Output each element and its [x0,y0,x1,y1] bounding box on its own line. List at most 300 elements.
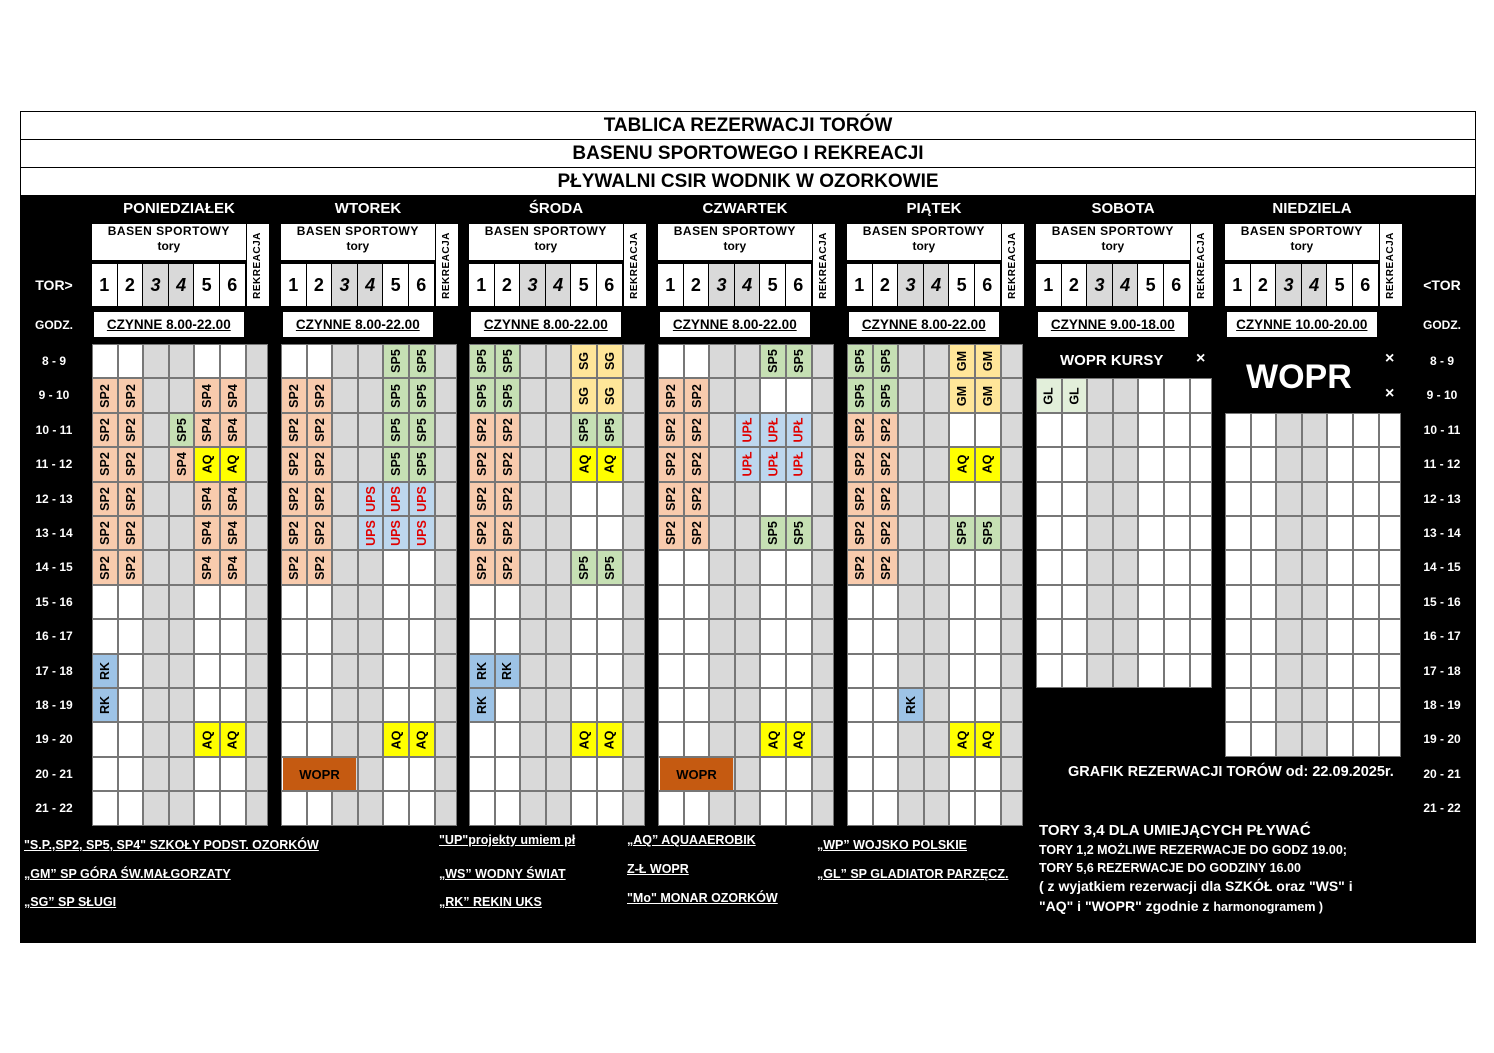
lane-cell [571,516,597,550]
lane-cell [383,757,409,791]
lane-cell [332,688,358,722]
lane-cell [383,654,409,688]
lane-cell [623,619,645,653]
lane-cell [658,654,684,688]
lane-cell [1251,722,1277,756]
lane-cell [924,791,950,825]
lane-cell [520,482,546,516]
reservation-code: SP2 [123,383,138,408]
lane-cell [92,757,118,791]
reservation-code: SP2 [689,383,704,408]
lane-number: 1 [92,264,117,306]
lane-cell [949,482,975,516]
lane-cell [873,585,899,619]
lane-cell [1190,413,1212,447]
lane-cell [358,757,384,791]
lane-cell [1087,413,1113,447]
lane-cell [623,447,645,481]
lane-cell [1001,516,1023,550]
lane-cell [786,757,812,791]
lane-cell [847,791,873,825]
hour-label: 14 - 15 [1423,560,1461,575]
lane-cell [1001,482,1023,516]
reservation-cell [847,378,873,412]
lane-cell [1353,482,1379,516]
tory-label: tory [1290,239,1314,253]
lane-cell [409,585,435,619]
lane-cell [786,688,812,722]
reservation-cell [571,413,597,447]
lane-cell [1062,585,1088,619]
reservation-cell [847,482,873,516]
day-name: CZWARTEK [702,200,788,217]
reservation-code: SP5 [474,349,489,374]
lane-cell [246,585,268,619]
lane-number: 2 [495,264,520,306]
reservation-code: SP2 [500,418,515,442]
reservation-code: AQ [955,730,970,749]
lane-cell [246,688,268,722]
lane-cell [597,585,623,619]
lane-cell [118,757,144,791]
lane-number: 6 [975,264,1000,306]
lane-cell [358,447,384,481]
lane-number: 6 [1353,264,1378,306]
lane-number: 5 [1327,264,1352,306]
reservation-code: SP5 [500,349,515,374]
basen-sportowy-label: BASEN SPORTOWY [107,224,230,238]
lane-cell [143,585,169,619]
lane-cell [812,550,834,584]
basen-sportowy-label: BASEN SPORTOWY [1051,224,1174,238]
lane-cell [735,619,761,653]
reservation-code: SP4 [225,383,240,408]
lane-cell [1302,722,1328,756]
hour-label: 14 - 15 [35,560,73,575]
tory-label: tory [1101,239,1125,253]
note-tory-12: TORY 1,2 MOŻLIWE REZERWACJE DO GODZ 19.00; [1039,843,1347,857]
lane-cell [1302,550,1328,584]
lane-cell [1379,447,1401,481]
lane-cell [949,413,975,447]
hour-label: 20 - 21 [1423,766,1461,781]
lane-cell [281,722,307,756]
rekreacja-text: REKREACJA [1196,231,1208,299]
reservation-code: UPŁ [791,417,806,443]
lane-cell [281,654,307,688]
reservation-code: SP4 [174,452,189,477]
lane-cell [658,550,684,584]
reservation-code: SP5 [878,383,893,408]
lane-cell [1001,722,1023,756]
lane-cell [623,413,645,447]
reservation-cell [571,550,597,584]
reservation-cell [760,413,786,447]
lane-cell [520,516,546,550]
lane-cell [1138,654,1164,688]
lane-cell [1001,550,1023,584]
reservation-cell [307,516,333,550]
lane-cell [358,791,384,825]
lane-number: 5 [571,264,596,306]
reservation-cell [409,344,435,378]
note-exception-1: ( z wyjatkiem rezerwacji dla SZKÓŁ oraz "WS" i [1039,878,1353,894]
lane-cell [623,344,645,378]
lane-cell [143,378,169,412]
lane-cell [873,791,899,825]
reservation-code: SP2 [312,418,327,442]
reservation-cell [92,516,118,550]
reservation-cell [597,550,623,584]
lane-cell [281,585,307,619]
opening-hours: CZYNNE 10.00-20.00 [1227,312,1377,337]
reservation-cell [571,344,597,378]
lane-cell [1164,619,1190,653]
lane-number: 5 [760,264,785,306]
reservation-code: AQ [980,730,995,749]
reservation-cell [597,722,623,756]
reservation-cell [194,447,220,481]
legend-up: "UP"projekty umiem pł [439,833,576,847]
reservation-cell [92,378,118,412]
lane-cell [597,757,623,791]
reservation-code: SP5 [414,452,429,477]
lane-cell [307,344,333,378]
lane-cell [1113,447,1139,481]
reservation-cell [975,516,1001,550]
reservation-cell [409,516,435,550]
lane-cell [949,654,975,688]
lane-cell [847,585,873,619]
lane-cell [571,688,597,722]
lane-cell [520,791,546,825]
lane-cell [1087,482,1113,516]
lane-cell [812,378,834,412]
reservation-code: SP2 [474,521,489,546]
lane-cell [220,791,246,825]
lane-cell [1001,688,1023,722]
lane-cell [1001,413,1023,447]
lane-cell [847,619,873,653]
reservation-cell [358,482,384,516]
reservation-cell [469,516,495,550]
lane-cell [307,791,333,825]
lane-cell [169,585,195,619]
lane-cell [546,619,572,653]
lane-cell [597,619,623,653]
lane-cell [469,791,495,825]
lane-cell [1190,447,1212,481]
lane-cell [1276,688,1302,722]
lane-cell [1087,447,1113,481]
lane-cell [118,619,144,653]
lane-cell [1087,516,1113,550]
lane-cell [435,447,457,481]
lane-number: 3 [898,264,923,306]
hour-label: 12 - 13 [35,491,73,506]
lane-cell [1087,585,1113,619]
reservation-code: SP2 [97,383,112,408]
reservation-code: RK [474,696,489,715]
reservation-cell [847,516,873,550]
reservation-cell [169,447,195,481]
reservation-code: SP2 [123,555,138,580]
lane-cell [1353,585,1379,619]
reservation-cell [281,447,307,481]
lane-cell [760,688,786,722]
lane-cell [1302,413,1328,447]
lane-cell [546,757,572,791]
tor-left-label: TOR> [35,277,73,293]
reservation-cell [92,654,118,688]
reservation-cell [220,413,246,447]
reservation-cell [383,722,409,756]
lane-cell [1379,413,1401,447]
reservation-code: SP2 [286,383,301,408]
lane-cell [169,654,195,688]
lane-cell [1190,378,1212,412]
reservation-code: SP2 [123,521,138,546]
hour-label: 15 - 16 [35,594,73,609]
lane-cell [383,585,409,619]
lane-cell [246,722,268,756]
lane-cell [709,413,735,447]
legend-zl-wopr: Z-Ł WOPR [627,862,689,876]
lane-cell [220,688,246,722]
hour-label: 16 - 17 [1423,629,1461,644]
lane-cell [1302,482,1328,516]
lane-cell [1327,654,1353,688]
reservation-cell [873,550,899,584]
lane-cell [1036,482,1062,516]
reservation-code: SP4 [225,521,240,546]
lane-cell [520,550,546,584]
lane-cell [571,791,597,825]
reservation-code: UPS [363,520,378,547]
lane-cell [623,688,645,722]
lane-number: 2 [307,264,332,306]
lane-cell [1164,447,1190,481]
reservation-cell [786,447,812,481]
reservation-code: SP5 [474,383,489,408]
lane-cell [520,722,546,756]
reservation-code: AQ [200,730,215,749]
reservation-code: SG [602,386,617,405]
lane-cell [546,722,572,756]
lane-cell [812,688,834,722]
reservation-cell [597,378,623,412]
lane-cell [658,688,684,722]
lane-cell [949,688,975,722]
lane-cell [1062,482,1088,516]
lane-cell [495,585,521,619]
reservation-cell [495,550,521,584]
lane-cell [143,482,169,516]
reservation-code: SP2 [663,418,678,442]
reservation-code: SP4 [200,383,215,408]
lane-cell [1379,516,1401,550]
lane-cell [847,688,873,722]
lane-number: 1 [658,264,683,306]
lane-cell [1379,482,1401,516]
lane-cell [495,757,521,791]
lane-cell [1225,516,1251,550]
lane-cell [812,722,834,756]
close-icon: × [1385,385,1395,402]
opening-hours: CZYNNE 8.00-22.00 [471,312,621,337]
reservation-code: SP5 [389,383,404,408]
reservation-code: SP5 [500,383,515,408]
lane-cell [1251,482,1277,516]
grafik-date: GRAFIK REZERWACJI TORÓW od: 22.09.2025r. [1068,764,1394,780]
lane-cell [1138,378,1164,412]
lane-cell [546,378,572,412]
lane-cell [924,413,950,447]
reservation-code: GL [1067,386,1082,405]
lane-cell [623,550,645,584]
reservation-code: SP2 [689,521,704,546]
lane-cell [924,516,950,550]
close-icon: × [1196,350,1206,367]
lane-cell [281,344,307,378]
lane-cell [898,378,924,412]
reservation-code: SP5 [389,349,404,374]
lane-cell [143,516,169,550]
lane-cell [786,619,812,653]
lane-cell [1138,413,1164,447]
reservation-cell [307,482,333,516]
reservation-cell [194,413,220,447]
basen-sportowy-header [469,224,623,260]
lane-cell [246,344,268,378]
lane-cell [1138,482,1164,516]
title-line-2: BASENU SPORTOWEGO I REKREACJI [21,140,1475,168]
reservation-code: SP2 [689,452,704,477]
lane-cell [658,722,684,756]
lane-cell [358,344,384,378]
lane-cell [1302,619,1328,653]
rekreacja-label [624,224,646,306]
lane-cell [1164,585,1190,619]
lane-cell [1138,585,1164,619]
lane-cell [169,378,195,412]
lane-cell [949,757,975,791]
note-exception-2b: harmonogramem ) [1213,900,1324,914]
lane-cell [409,619,435,653]
lane-cell [143,654,169,688]
lane-cell [1036,447,1062,481]
hour-label: 10 - 11 [1423,422,1461,437]
note-tory-56: TORY 5,6 REZERWACJE DO GODZINY 16.00 [1039,861,1301,875]
lane-cell [709,791,735,825]
reservation-code: SG [577,352,592,371]
reservation-code: AQ [791,730,806,749]
reservation-code: GM [955,351,970,372]
reservation-code: SP2 [97,555,112,580]
basen-sportowy-label: BASEN SPORTOWY [862,224,985,238]
lane-cell [760,550,786,584]
legend-wp: „WP” WOJSKO POLSKIE [817,838,968,852]
reservation-code: SP2 [474,452,489,477]
lane-cell [709,344,735,378]
lane-cell [169,550,195,584]
lane-cell [546,516,572,550]
reservation-cell [194,482,220,516]
basen-sportowy-header [1036,224,1190,260]
reservation-cell [949,722,975,756]
hour-label: 20 - 21 [35,766,73,781]
lane-cell [1225,550,1251,584]
lane-cell [1190,550,1212,584]
lane-number: 2 [684,264,709,306]
reservation-cell [684,378,710,412]
lane-cell [92,344,118,378]
lane-cell [1113,378,1139,412]
lane-cell [169,344,195,378]
lane-cell [1251,619,1277,653]
lane-cell [118,688,144,722]
reservation-cell [92,550,118,584]
lane-cell [281,791,307,825]
lane-cell [1379,585,1401,619]
lane-cell [1113,550,1139,584]
reservation-cell [281,516,307,550]
lane-number: 5 [1138,264,1163,306]
lane-cell [220,757,246,791]
lane-number: 6 [220,264,245,306]
lane-cell [220,344,246,378]
reservation-code: AQ [577,455,592,474]
reservation-code: AQ [980,455,995,474]
reservation-cell [281,413,307,447]
lane-cell [760,378,786,412]
reservation-code: SP2 [500,486,515,511]
lane-cell [924,722,950,756]
lane-cell [1353,516,1379,550]
lane-cell [684,688,710,722]
lane-cell [246,757,268,791]
day-name: NIEDZIELA [1272,200,1352,217]
lane-cell [975,791,1001,825]
reservation-code: SP2 [286,555,301,580]
lane-cell [1113,654,1139,688]
rekreacja-text: REKREACJA [629,231,641,299]
reservation-cell [847,413,873,447]
reservation-cell [658,516,684,550]
reservation-code: UPS [414,485,429,512]
legend-gl: „GL” SP GLADIATOR PARZĘCZ. [817,867,1009,881]
lane-cell [1001,757,1023,791]
reservation-code: SP4 [225,418,240,442]
lane-cell [898,344,924,378]
lane-cell [143,550,169,584]
reservation-cell [760,722,786,756]
lane-number: 6 [786,264,811,306]
reservation-cell [847,550,873,584]
reservation-cell [735,447,761,481]
lane-cell [571,619,597,653]
hour-label: 18 - 19 [1423,698,1461,712]
lane-cell [1225,688,1251,722]
lane-cell [597,516,623,550]
lane-cell [1138,619,1164,653]
reservation-cell [118,550,144,584]
lane-cell [684,585,710,619]
reservation-cell [571,722,597,756]
lane-cell [1379,654,1401,688]
lane-cell [118,722,144,756]
lane-cell [409,654,435,688]
